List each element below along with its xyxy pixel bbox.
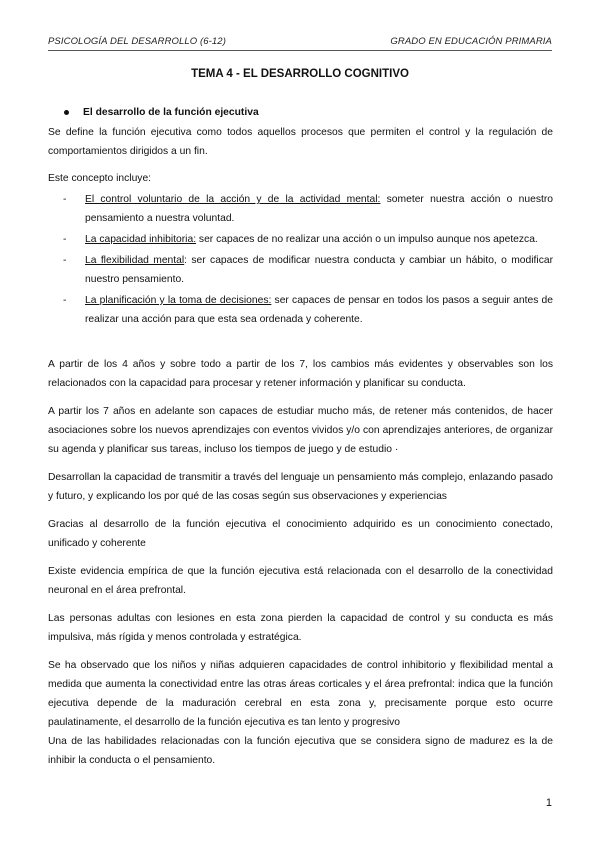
page-header <box>48 36 552 47</box>
list-item-term: La capacidad inhibitoria: <box>85 234 197 245</box>
document-body <box>48 103 553 770</box>
list-item <box>48 251 553 289</box>
list-item-term: La planificación y la toma de decisiones: <box>85 295 272 306</box>
body-paragraph: Se ha observado que los niños y niñas adquieren capacidades de control inhibitorio y flexibilidad mental a medida que aumenta la conectividad entre las otras áreas corticales y el área prefrontal: indica que la función ejecutiva depende de la maduración cerebral en esta zona y, precisamente porque esto ocurre paulatinamente, el desarrollo de la función ejecutiva es tan lento y progresivo <box>48 660 553 728</box>
definition-paragraph: Se define la función ejecutiva como todos aquellos procesos que permiten el control y la regulación de comportamientos dirigidos a un fin. <box>48 127 553 157</box>
concept-list <box>48 190 553 329</box>
list-item-text: someter nuestra acción o nuestro pensamiento a nuestra voluntad. <box>85 194 553 224</box>
list-item-term: La flexibilidad mental <box>85 255 185 266</box>
header-degree-title: GRADO EN EDUCACIÓN PRIMARIA <box>390 36 552 47</box>
list-item-text: ser capaces de pensar en todos los pasos a seguir antes de realizar una acción para que esta sea ordenada y coherente. <box>85 295 554 325</box>
header-divider <box>48 50 552 51</box>
list-item-text: ser capaces de no realizar una acción o un impulso aunque nos apetezca. <box>196 234 538 245</box>
body-paragraph: Una de las habilidades relacionadas con la función ejecutiva que se considera signo de madurez es la de inhibir la conducta o el pensamiento. <box>48 736 553 766</box>
body-paragraph: Gracias al desarrollo de la función ejecutiva el conocimiento adquirido es un conocimiento conectado, unificado y coherente <box>48 519 553 549</box>
body-paragraph: Las personas adultas con lesiones en esta zona pierden la capacidad de control y su conducta es más impulsiva, más rígida y menos controlada y estratégica. <box>48 613 553 643</box>
bullet-icon <box>64 110 69 115</box>
list-item <box>48 291 553 329</box>
section-heading-text: El desarrollo de la función ejecutiva <box>83 107 259 118</box>
header-course-title: PSICOLOGÍA DEL DESARROLLO (6-12) <box>48 36 226 47</box>
body-paragraph: A partir de los 4 años y sobre todo a partir de los 7, los cambios más evidentes y observables son los relacionados con la capacidad para procesar y retener información y planificar su conducta. <box>48 359 553 389</box>
includes-intro: Este concepto incluye: <box>48 173 152 184</box>
dash-icon: - <box>63 234 67 245</box>
list-item-text: : ser capaces de modificar nuestra conducta y cambiar un hábito, o modificar nuestro pensamiento. <box>85 255 554 285</box>
body-paragraph: A partir los 7 años en adelante son capaces de estudiar mucho más, de retener más contenidos, de hacer asociaciones sobre los nuevos aprendizajes con eventos vividos y/o con aprendizajes anteriores, de organizar su agenda y planificar sus tareas, incluso los tiempos de juego y de estudio · <box>48 406 553 455</box>
page-number: 1 <box>545 797 552 809</box>
dash-icon: - <box>63 194 67 205</box>
section-heading <box>48 103 553 122</box>
body-paragraph: Existe evidencia empírica de que la función ejecutiva está relacionada con el desarrollo de la conectividad neuronal en el área prefrontal. <box>48 566 553 596</box>
list-item-term: El control voluntario de la acción y de la actividad mental: <box>85 194 381 205</box>
dash-icon: - <box>63 255 67 266</box>
dash-icon: - <box>63 295 67 306</box>
document-title: TEMA 4 - EL DESARROLLO COGNITIVO <box>191 68 409 80</box>
list-item <box>48 230 553 249</box>
list-item <box>48 190 553 228</box>
body-paragraph: Desarrollan la capacidad de transmitir a través del lenguaje un pensamiento más complejo, enlazando pasado y futuro, y explicando los por qué de las cosas según sus observaciones y experiencias <box>48 472 553 502</box>
